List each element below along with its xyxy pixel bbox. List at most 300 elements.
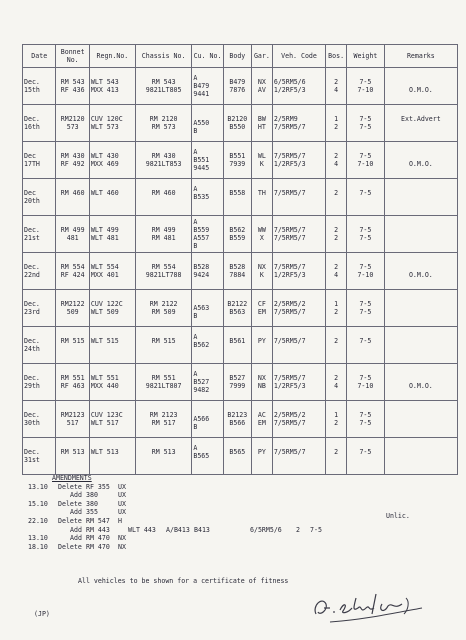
regn-line: [91, 345, 134, 353]
table-header-row: [23, 45, 458, 68]
bos-line: 2: [334, 226, 339, 234]
cell-date: [23, 142, 56, 179]
cu-line: A550: [193, 119, 210, 127]
cu-line: B559: [193, 226, 210, 234]
cell-body: [223, 142, 251, 179]
gar-line: PY: [257, 448, 266, 456]
cell-veh: [272, 179, 325, 216]
gar-line: X: [259, 234, 264, 242]
bos-line: 4: [334, 271, 339, 279]
date-line: Dec: [24, 152, 36, 160]
cell-gar: [251, 179, 272, 216]
cell-bos: [326, 401, 347, 438]
amendments-list: [28, 483, 448, 552]
regn-line: WLT 551: [90, 374, 119, 382]
date-line: 30th: [24, 419, 40, 427]
cu-line: B528: [193, 263, 210, 271]
amendment-action: Add: [70, 508, 82, 517]
cell-date: [23, 253, 56, 290]
veh-line: [274, 456, 324, 464]
cell-body: [223, 438, 251, 475]
cell-bonnet: [56, 68, 89, 105]
weight-line: [348, 345, 383, 353]
unlicensed-note: Unlic.: [386, 512, 410, 520]
regn-line: MXX 469: [90, 160, 119, 168]
chassis-line: RM 551: [151, 374, 176, 382]
body-line: B2123: [227, 411, 248, 419]
cell-chassis: [135, 401, 191, 438]
chassis-line: [137, 456, 190, 464]
bos-line: [327, 345, 345, 353]
gar-line: K: [259, 271, 264, 279]
handwritten-signature: [310, 584, 430, 628]
veh-line: 6/5RM5/6: [273, 78, 306, 86]
cell-veh: [272, 290, 325, 327]
cell-gar: [251, 142, 272, 179]
cell-remarks: [384, 253, 457, 290]
cell-regn: [89, 290, 135, 327]
gar-line: TH: [257, 189, 266, 197]
regn-line: [91, 197, 134, 205]
amendment-gar: UX: [118, 508, 126, 517]
cu-line: A557: [193, 234, 210, 242]
cu-line: A: [193, 74, 198, 82]
amendment-regn: WLT 443: [128, 525, 156, 534]
body-line: [225, 197, 250, 205]
veh-line: 7/5RM5/7: [273, 337, 306, 345]
amendment-action: Delete: [58, 516, 82, 525]
cu-line: A: [193, 185, 198, 193]
chassis-line: RM 509: [151, 308, 176, 316]
amendment-bonnet: 380: [86, 491, 98, 500]
bos-line: 2: [334, 234, 339, 242]
cell-cu: [192, 401, 223, 438]
remarks-line: [386, 419, 456, 427]
chassis-line: [137, 197, 190, 205]
fitness-footnote: All vehicles to be shown for a certificate of fitness: [78, 577, 289, 585]
cell-gar: [251, 364, 272, 401]
body-line: B479: [229, 78, 246, 86]
cell-bonnet: [56, 401, 89, 438]
body-line: [225, 345, 250, 353]
cell-remarks: [384, 401, 457, 438]
cu-line: [193, 201, 221, 209]
amendment-date: 13.10: [28, 534, 48, 543]
cell-chassis: [135, 253, 191, 290]
bos-line: 1: [334, 300, 339, 308]
cell-bonnet: [56, 327, 89, 364]
veh-line: 7/5RM5/7: [273, 226, 306, 234]
cell-bonnet: [56, 290, 89, 327]
column-header: Date: [23, 45, 56, 68]
bos-line: 2: [334, 374, 339, 382]
table-row: [23, 253, 458, 290]
cell-remarks: [384, 364, 457, 401]
body-line: B527: [229, 374, 246, 382]
remarks-line: [386, 345, 456, 353]
cell-weight: [347, 401, 385, 438]
column-header: Bos.: [326, 45, 347, 68]
cell-chassis: [135, 216, 191, 253]
cell-bos: [326, 290, 347, 327]
cu-line: B: [193, 423, 198, 431]
cell-body: [223, 364, 251, 401]
bonnet-line: 481: [66, 234, 79, 242]
weight-line: 7-5: [359, 115, 372, 123]
amendment-gar: NX: [118, 542, 126, 551]
gar-line: HT: [257, 123, 266, 131]
chassis-line: 9821LT807: [145, 382, 182, 390]
cell-bonnet: [56, 179, 89, 216]
cell-veh: [272, 438, 325, 475]
weight-line: 7-5: [359, 419, 372, 427]
remarks-line: O.M.O.: [408, 86, 433, 94]
table-row: [23, 142, 458, 179]
gar-line: PY: [257, 337, 266, 345]
date-line: 24th: [24, 345, 40, 353]
amendment-date: 22.10: [28, 516, 48, 525]
weight-line: 7-10: [357, 160, 374, 168]
cell-cu: [192, 364, 223, 401]
cell-date: [23, 68, 56, 105]
cell-regn: [89, 68, 135, 105]
veh-line: 7/5RM5/7: [273, 419, 306, 427]
column-header: Remarks: [384, 45, 457, 68]
cell-regn: [89, 105, 135, 142]
body-line: B2120: [227, 115, 248, 123]
cu-line: B479: [193, 82, 210, 90]
cell-veh: [272, 253, 325, 290]
regn-line: CUV 122C: [90, 300, 123, 308]
table-row: [23, 438, 458, 475]
weight-line: 7-5: [359, 448, 372, 456]
veh-line: 2/5RM9: [273, 115, 298, 123]
regn-line: CUV 123C: [90, 411, 123, 419]
remarks-line: [386, 234, 456, 242]
amendment-line: [28, 517, 448, 526]
cell-body: [223, 105, 251, 142]
bos-line: 2: [334, 123, 339, 131]
date-line: Dec.: [24, 448, 40, 456]
date-line: 16th: [24, 123, 40, 131]
cell-veh: [272, 364, 325, 401]
body-line: 7939: [229, 160, 246, 168]
cell-chassis: [135, 438, 191, 475]
amendment-bonnet: 355: [86, 508, 98, 517]
chassis-line: RM 513: [151, 448, 176, 456]
cell-regn: [89, 438, 135, 475]
regn-line: WLT 515: [90, 337, 119, 345]
gar-line: BW: [257, 115, 266, 123]
cell-remarks: [384, 216, 457, 253]
cell-remarks: [384, 438, 457, 475]
remarks-line: [386, 226, 456, 234]
gar-line: EM: [257, 419, 266, 427]
cell-remarks: [384, 105, 457, 142]
veh-line: [274, 197, 324, 205]
bonnet-line: RM 551: [60, 374, 85, 382]
bos-line: 2: [334, 308, 339, 316]
weight-line: 7-5: [359, 123, 372, 131]
cell-regn: [89, 179, 135, 216]
body-line: B566: [229, 419, 246, 427]
gar-line: EM: [257, 308, 266, 316]
cu-line: B565: [193, 452, 210, 460]
veh-line: 7/5RM5/7: [273, 189, 306, 197]
cell-weight: [347, 364, 385, 401]
amendment-bonnet: 380: [86, 499, 98, 508]
chassis-line: RM 481: [151, 234, 176, 242]
cell-regn: [89, 216, 135, 253]
date-line: 29th: [24, 382, 40, 390]
amendment-bonnet: RM 547: [86, 516, 110, 525]
cell-gar: [251, 401, 272, 438]
column-header: Cu. No.: [192, 45, 223, 68]
remarks-line: [386, 300, 456, 308]
cell-gar: [251, 105, 272, 142]
amendment-line: [28, 534, 448, 543]
bos-line: 2: [334, 337, 339, 345]
table-row: [23, 327, 458, 364]
cell-weight: [347, 438, 385, 475]
weight-line: 7-5: [359, 411, 372, 419]
cu-line: B: [193, 127, 198, 135]
amendment-action: Delete: [58, 482, 82, 491]
chassis-line: 9821LT788: [145, 271, 182, 279]
cell-regn: [89, 364, 135, 401]
cu-line: B562: [193, 341, 210, 349]
vehicle-register-table: [22, 44, 458, 475]
cell-weight: [347, 216, 385, 253]
cell-remarks: [384, 142, 457, 179]
table-row: [23, 68, 458, 105]
regn-line: MXX 401: [90, 271, 119, 279]
weight-line: 7-5: [359, 234, 372, 242]
cu-line: 9424: [193, 271, 210, 279]
bos-line: 4: [334, 86, 339, 94]
amendment-action: Add: [70, 525, 82, 534]
cell-body: [223, 290, 251, 327]
body-line: B561: [229, 337, 246, 345]
bonnet-line: RM 499: [60, 226, 85, 234]
remarks-line: [386, 152, 456, 160]
cu-line: B: [193, 242, 198, 250]
gar-line: K: [259, 160, 264, 168]
cu-line: [193, 296, 221, 304]
regn-line: WLT 513: [90, 448, 119, 456]
amendment-body: B413: [194, 525, 210, 534]
gar-line: [253, 345, 271, 353]
column-header: Regn.No.: [89, 45, 135, 68]
amendment-date: 13.10: [28, 482, 48, 491]
cell-body: [223, 327, 251, 364]
cell-chassis: [135, 142, 191, 179]
typist-initials: (JP): [34, 610, 50, 618]
cell-date: [23, 401, 56, 438]
cell-bos: [326, 364, 347, 401]
amendment-action: Delete: [58, 542, 82, 551]
weight-line: 7-5: [359, 78, 372, 86]
cell-gar: [251, 438, 272, 475]
bos-line: 2: [334, 189, 339, 197]
weight-line: 7-5: [359, 263, 372, 271]
table-row: [23, 364, 458, 401]
remarks-line: [386, 374, 456, 382]
cell-date: [23, 438, 56, 475]
veh-line: 7/5RM5/7: [273, 263, 306, 271]
chassis-line: RM 543: [151, 78, 176, 86]
bos-line: [327, 456, 345, 464]
cell-bonnet: [56, 216, 89, 253]
weight-line: 7-5: [359, 374, 372, 382]
veh-line: 7/5RM5/7: [273, 123, 306, 131]
regn-line: WLT 460: [90, 189, 119, 197]
table-row: [23, 179, 458, 216]
cell-weight: [347, 142, 385, 179]
cell-remarks: [384, 68, 457, 105]
regn-line: WLT 481: [90, 234, 119, 242]
body-line: B562: [229, 226, 246, 234]
bonnet-line: 509: [66, 308, 79, 316]
date-line: Dec.: [24, 263, 40, 271]
bos-line: 1: [334, 115, 339, 123]
cell-regn: [89, 401, 135, 438]
amendment-line: [28, 543, 448, 552]
gar-line: NB: [257, 382, 266, 390]
body-line: B2122: [227, 300, 248, 308]
veh-line: [274, 345, 324, 353]
cell-cu: [192, 179, 223, 216]
remarks-line: [386, 189, 456, 197]
cell-weight: [347, 105, 385, 142]
cell-gar: [251, 253, 272, 290]
bonnet-line: 573: [66, 123, 79, 131]
regn-line: MXX 440: [90, 382, 119, 390]
cell-date: [23, 216, 56, 253]
column-header: Gar.: [251, 45, 272, 68]
date-line: 17TH: [24, 160, 40, 168]
weight-line: 7-5: [359, 308, 372, 316]
cell-date: [23, 179, 56, 216]
gar-line: NX: [257, 263, 266, 271]
date-line: Dec.: [24, 115, 40, 123]
date-line: 15th: [24, 86, 40, 94]
chassis-line: 9821LT805: [145, 86, 182, 94]
bonnet-line: RF 436: [60, 86, 85, 94]
veh-line: 1/2RF5/3: [273, 160, 306, 168]
bonnet-line: RF 492: [60, 160, 85, 168]
amendment-action: Delete: [58, 499, 82, 508]
remarks-line: [386, 308, 456, 316]
regn-line: WLT 573: [90, 123, 119, 131]
amendment-gar: H: [118, 516, 122, 525]
cell-veh: [272, 327, 325, 364]
date-line: 21st: [24, 234, 40, 242]
amendment-weight: 7-5: [310, 525, 322, 534]
amendment-bonnet: RM 470: [86, 534, 110, 543]
cell-bos: [326, 105, 347, 142]
remarks-line: [386, 78, 456, 86]
cell-cu: [192, 142, 223, 179]
cu-line: B527: [193, 378, 210, 386]
regn-line: WLT 554: [90, 263, 119, 271]
cell-weight: [347, 179, 385, 216]
cell-bonnet: [56, 438, 89, 475]
cell-gar: [251, 68, 272, 105]
cu-line: A: [193, 370, 198, 378]
chassis-line: RM 554: [151, 263, 176, 271]
date-line: Dec.: [24, 78, 40, 86]
table-body: [23, 68, 458, 475]
column-header: Veh. Code: [272, 45, 325, 68]
body-line: B563: [229, 308, 246, 316]
cu-line: B: [193, 312, 198, 320]
bos-line: 4: [334, 160, 339, 168]
remarks-line: [386, 411, 456, 419]
amendment-bonnet: RM 443: [86, 525, 110, 534]
bos-line: 2: [334, 78, 339, 86]
cu-line: A566: [193, 415, 210, 423]
cell-veh: [272, 105, 325, 142]
date-line: 23rd: [24, 308, 40, 316]
amendment-date: 18.10: [28, 542, 48, 551]
amendment-line: [28, 526, 448, 535]
amendment-action: Add: [70, 534, 82, 543]
gar-line: WW: [257, 226, 266, 234]
bonnet-line: RM2123: [60, 411, 85, 419]
cell-veh: [272, 142, 325, 179]
remarks-line: O.M.O.: [408, 160, 433, 168]
cu-line: A563: [193, 304, 210, 312]
cell-chassis: [135, 327, 191, 364]
veh-line: 7/5RM5/7: [273, 448, 306, 456]
bonnet-line: 517: [66, 419, 79, 427]
cu-line: A: [193, 148, 198, 156]
veh-line: 7/5RM5/7: [273, 234, 306, 242]
cell-body: [223, 216, 251, 253]
amendment-line: [28, 483, 448, 492]
amendment-line: [28, 508, 448, 517]
bonnet-line: [57, 345, 87, 353]
cell-weight: [347, 290, 385, 327]
bonnet-line: RF 463: [60, 382, 85, 390]
chassis-line: RM 430: [151, 152, 176, 160]
cell-body: [223, 253, 251, 290]
date-line: Dec.: [24, 337, 40, 345]
cell-bonnet: [56, 364, 89, 401]
amendment-line: [28, 491, 448, 500]
amendments-section: [28, 474, 448, 551]
remarks-line: [386, 456, 456, 464]
amendment-gar: NX: [118, 534, 126, 543]
bonnet-line: RM 543: [60, 78, 85, 86]
regn-line: WLT 499: [90, 226, 119, 234]
body-line: 7999: [229, 382, 246, 390]
cell-remarks: [384, 290, 457, 327]
chassis-line: [137, 345, 190, 353]
cell-chassis: [135, 105, 191, 142]
gar-line: [253, 197, 271, 205]
cu-line: B551: [193, 156, 210, 164]
regn-line: [91, 456, 134, 464]
amendments-heading: AMENDMENTS: [52, 474, 92, 482]
cell-veh: [272, 216, 325, 253]
regn-line: WLT 430: [90, 152, 119, 160]
amendment-action: Add: [70, 491, 82, 500]
gar-line: NX: [257, 78, 266, 86]
bonnet-line: RM2122: [60, 300, 85, 308]
bos-line: 2: [334, 152, 339, 160]
